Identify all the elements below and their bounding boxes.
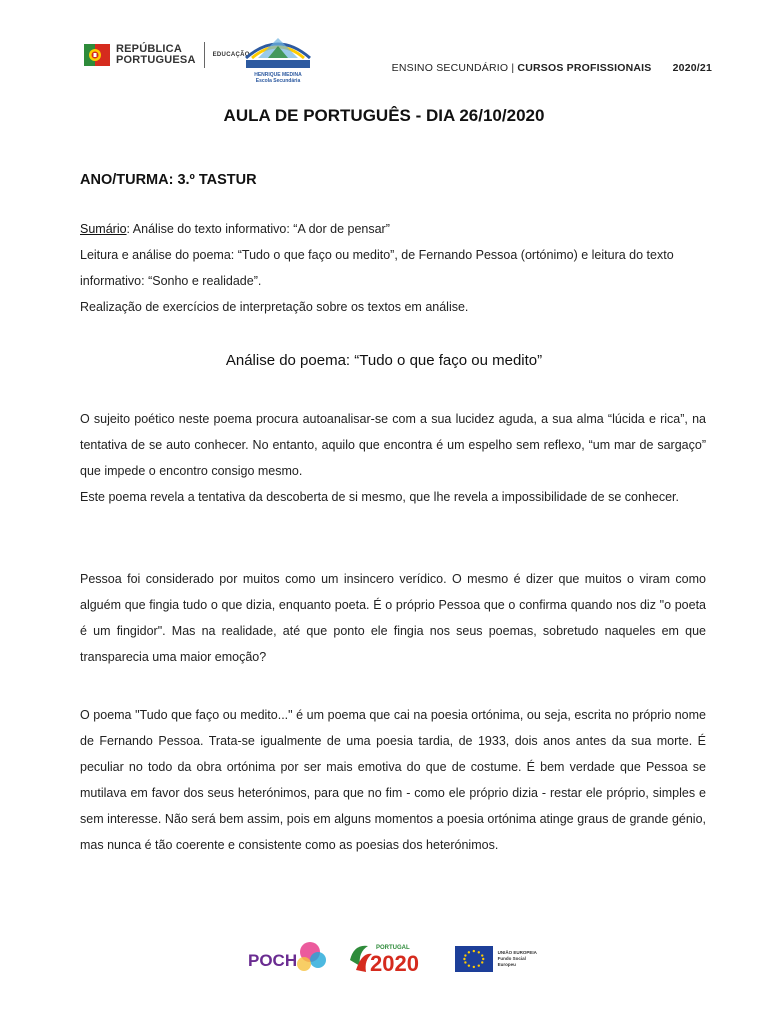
course-type: CURSOS PROFISSIONAIS [517, 62, 652, 74]
school-emblem-icon [238, 28, 318, 72]
paragraph-block-1 [80, 406, 706, 510]
class-info: ANO/TURMA: 3.º TASTUR [80, 172, 257, 188]
portuguese-flag-emblem-icon [84, 42, 110, 68]
page-title: AULA DE PORTUGUÊS - DIA 26/10/2020 [223, 106, 545, 125]
poch-label: POCH [248, 951, 298, 970]
education-level: ENSINO SECUNDÁRIO [391, 62, 509, 74]
gov-name-line2: PORTUGUESA [116, 54, 196, 66]
school-name-sub: Escola Secundária [255, 78, 301, 84]
eu-fund-logo [455, 946, 545, 972]
pt-label: PORTUGAL [376, 945, 410, 951]
page-header [80, 28, 712, 88]
page-footer [0, 938, 768, 978]
lesson-summary [80, 216, 706, 320]
summary-line-3: Realização de exercícios de interpretação sobre os textos em análise. [80, 300, 469, 314]
portugal-2020-logo [348, 940, 438, 974]
header-course-info [392, 62, 712, 74]
summary-line-1 [80, 216, 706, 242]
paragraph-2: Este poema revela a tentativa da descoberta de si mesmo, que lhe revela a impossibilidade de se conhecer. [80, 490, 679, 504]
paragraph-block-3 [80, 702, 706, 858]
republica-portuguesa-logo [84, 42, 250, 68]
gov-divider [204, 42, 205, 68]
eu-text [498, 950, 545, 968]
eu-flag-icon [455, 946, 493, 972]
summary-line-2: Leitura e análise do poema: “Tudo o que faço ou medito”, de Fernando Pessoa (ortónimo) e leitura do texto informativo: “Sonho e realidade”. [80, 248, 674, 288]
paragraph-4: O poema "Tudo que faço ou medito..." é um poema que cai na poesia ortónima, ou seja, escrita no próprio nome de Fernando Pessoa. Trata-se igualmente de uma poesia tardia, de 1933, dois anos antes da sua morte. É peculiar no todo da obra ortónima por ser mais emotiva do que de costume. É bem verdade que Pessoa se mutilava em favor dos seus heterónimos, para que no fim - como ele próprio dizia - restar ele próprio, simples e sem interesse. Não será bem assim, pois em alguns momentos a poesia ortónima atinge graus de grande génio, mas nunca é tão coerente e consistente como as poesias dos heterónimos. [80, 708, 706, 852]
paragraph-3: Pessoa foi considerado por muitos como um insincero verídico. O mesmo é dizer que muitos o viram como alguém que fingia tudo o que dizia, enquanto poeta. É o próprio Pessoa que o confirma quando nos diz "o poeta é um fingidor". Mas na realidade, até que ponto ele fingia nos seus poemas, sobretudo naqueles em que transparecia uma maior emoção? [80, 572, 706, 664]
poch-logo [246, 938, 328, 974]
header-separator: | [511, 62, 515, 74]
paragraph-1: O sujeito poético neste poema procura autoanalisar-se com a sua lucidez aguda, a sua alma “lúcida e rica”, na tentativa de se auto conhecer. No entanto, aquilo que encontra é um espelho sem reflexo, “um mar de sargaço” que impede o encontro consigo mesmo. [80, 412, 706, 478]
pt-year: 2020 [370, 951, 419, 974]
school-logo [238, 28, 318, 86]
summary-text-1: : Análise do texto informativo: “A dor de pensar” [126, 222, 390, 236]
section-title: Análise do poema: “Tudo o que faço ou medito” [225, 352, 543, 369]
paragraph-block-2 [80, 566, 706, 670]
eu-text-line1: UNIÃO EUROPEIA [497, 950, 537, 955]
summary-label: Sumário [80, 222, 127, 236]
school-year: 2020/21 [672, 62, 712, 74]
gov-dept: EDUCAÇÃO [212, 52, 250, 58]
gov-name [116, 44, 196, 66]
eu-text-line2: Fundo Social Europeu [497, 956, 526, 967]
school-name-main: HENRIQUE MEDINA [254, 72, 302, 78]
gov-name-line1: REPÚBLICA [116, 43, 182, 55]
school-name [238, 72, 318, 84]
